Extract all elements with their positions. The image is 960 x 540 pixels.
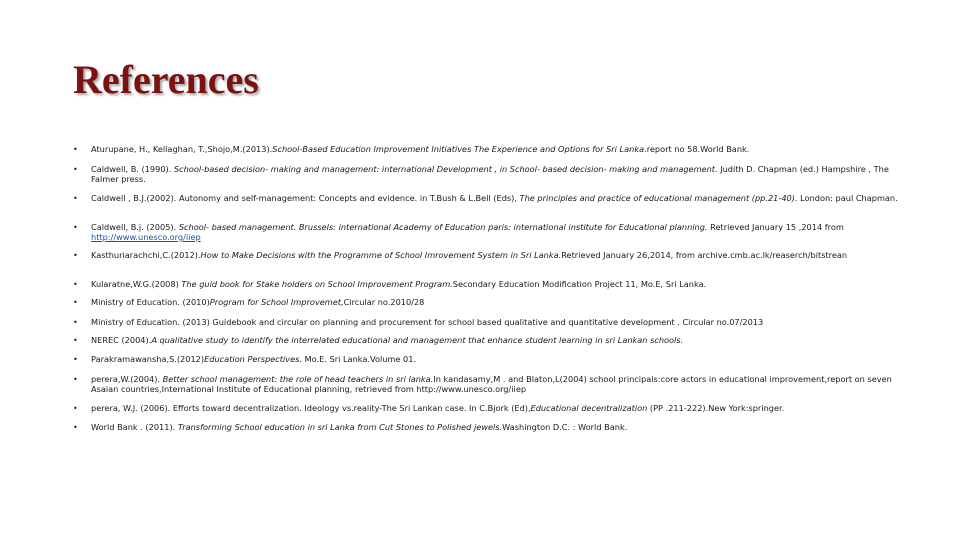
reference-title-italic: Program for School Improvemet, bbox=[209, 297, 344, 307]
reference-text: In kandasamy,M . and Blaton,L(2004) school principals:core actors in educational improvement,report on seven Asaian countries,International Institute of Educational planning, retrieved from http://www.unesco.org/iiep bbox=[91, 374, 892, 394]
reference-item bbox=[73, 145, 903, 155]
reference-text: (PP .211-222).New York:springer. bbox=[647, 403, 785, 413]
bullet-icon: • bbox=[73, 355, 78, 364]
reference-item bbox=[73, 280, 903, 290]
reference-text: perera, W.J. (2006). Efforts toward decentralization. Ideology vs.reality-The Sri Lankan case. In C.Bjork (Ed), bbox=[91, 403, 531, 413]
reference-text: Kasthuriarachchi,C.(2012). bbox=[91, 250, 201, 260]
reference-title-italic: Transforming School education in sri Lanka from Cut Stones to Polished jewels. bbox=[177, 422, 503, 432]
reference-text: Caldwell , B.J.(2002). Autonomy and self-management: Concepts and evidence. in T.Bush & L.Bell (Eds), bbox=[91, 193, 520, 203]
reference-text: Caldwell, B.j. (2005). bbox=[91, 222, 179, 232]
reference-item bbox=[73, 298, 903, 308]
reference-text: World Bank . (2011). bbox=[91, 422, 178, 432]
reference-title-italic: A qualitative study to identify the interrelated educational and management that enhance student learning in sri Lankan schools. bbox=[151, 335, 684, 345]
reference-text: Caldwell, B. (1990). bbox=[91, 164, 174, 174]
reference-title-italic: Better school management: the role of head teachers in sri lanka. bbox=[162, 374, 434, 384]
reference-title-italic: Educational decentralization bbox=[530, 403, 648, 413]
bullet-icon: • bbox=[73, 223, 78, 232]
reference-item bbox=[73, 404, 903, 414]
reference-title-italic: School-Based Education Improvement Initiatives The Experience and Options for Sri Lanka bbox=[272, 144, 645, 154]
bullet-icon: • bbox=[73, 165, 78, 174]
reference-text: Parakramawansha,S.(2012) bbox=[91, 354, 205, 364]
bullet-icon: • bbox=[73, 423, 78, 432]
bullet-icon: • bbox=[73, 251, 78, 260]
reference-text: perera,W.(2004). bbox=[91, 374, 163, 384]
reference-item bbox=[73, 355, 903, 365]
reference-text: Ministry of Education. (2013) Guidebook and circular on planning and procurement for school based qualitative and quantitative development . Circular no.07/2013 bbox=[91, 317, 764, 327]
reference-title-italic: School- based management. Brussels: international Academy of Education paris: international institute for Educational planning. bbox=[178, 222, 708, 232]
reference-item bbox=[73, 423, 903, 433]
bullet-icon: • bbox=[73, 298, 78, 307]
reference-text: Aturupane, H., Kellaghan, T.,Shojo,M.(2013). bbox=[91, 144, 273, 154]
bullet-icon: • bbox=[73, 336, 78, 345]
reference-text: Washington D.C. : World Bank. bbox=[502, 422, 628, 432]
reference-text: NEREC (2004). bbox=[91, 335, 152, 345]
bullet-icon: • bbox=[73, 194, 78, 203]
reference-text: Retrieved January 26,2014, from archive.cmb.ac.lk/reaserch/bitstrean bbox=[561, 250, 848, 260]
bullet-icon: • bbox=[73, 404, 78, 413]
reference-text: Kularatne,W.G.(2008) bbox=[91, 279, 182, 289]
bullet-icon: • bbox=[73, 318, 78, 327]
reference-item bbox=[73, 165, 903, 185]
reference-title-italic: The guid book for Stake holders on School Improvement Program. bbox=[181, 279, 453, 289]
reference-item bbox=[73, 194, 903, 204]
reference-text: Mo.E. Sri Lanka.Volume 01. bbox=[302, 354, 417, 364]
reference-item bbox=[73, 251, 903, 261]
bullet-icon: • bbox=[73, 145, 78, 154]
reference-text: Ministry of Education. (2010) bbox=[91, 297, 210, 307]
bullet-icon: • bbox=[73, 375, 78, 384]
reference-item bbox=[73, 318, 903, 328]
reference-title-italic: The principles and practice of educational management (pp.21-40). bbox=[519, 193, 798, 203]
reference-item bbox=[73, 223, 903, 243]
reference-item bbox=[73, 336, 903, 346]
reference-text: Circular no.2010/28 bbox=[343, 297, 425, 307]
reference-text: Judith D. Chapman (ed.) Hampshire , The Falmer press. bbox=[91, 164, 889, 184]
reference-text: Secondary Education Modification Project 11, Mo.E, Sri Lanka. bbox=[452, 279, 707, 289]
bullet-icon: • bbox=[73, 280, 78, 289]
reference-title-italic: Education Perspectives. bbox=[204, 354, 303, 364]
reference-title-italic: How to Make Decisions with the Programme of School Imrovement System in Sri Lanka. bbox=[200, 250, 562, 260]
reference-text: Retrieved January 15 ,2014 from bbox=[707, 222, 844, 232]
reference-item bbox=[73, 375, 903, 395]
reference-text: .report no 58.World Bank. bbox=[644, 144, 750, 154]
page-title: References bbox=[73, 57, 259, 102]
reference-link[interactable]: http://www.unesco.org/iiep bbox=[91, 231, 201, 242]
reference-title-italic: School-based decision- making and management: international Development , in School- based decision- making and management. bbox=[173, 164, 718, 174]
reference-text: London: paul Chapman. bbox=[797, 193, 898, 203]
